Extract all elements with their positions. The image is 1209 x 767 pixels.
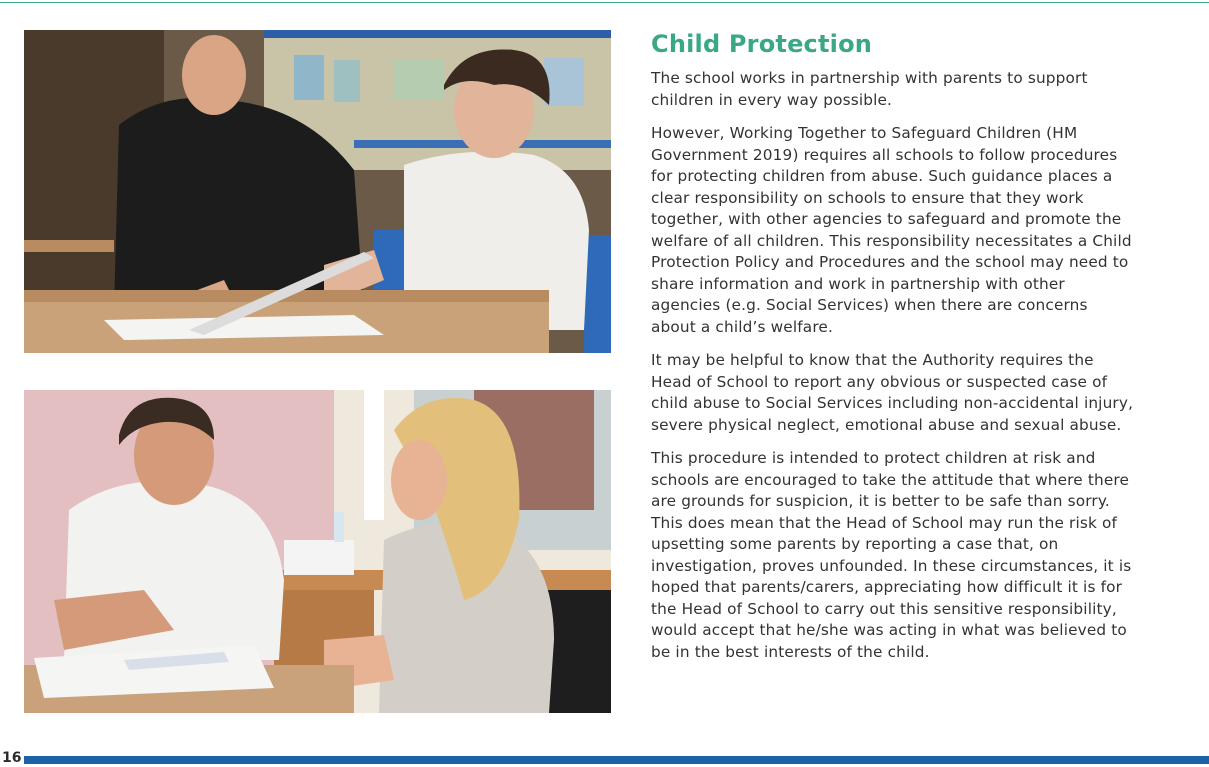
- paragraph-authority-requirement: It may be helpful to know that the Authority requires the Head of School to report any obvious or suspected case of child abuse to Social Services including non-accidental injury, severe physical neglect, emotional abuse and sexual abuse.: [651, 351, 1134, 434]
- top-divider: [0, 2, 1209, 3]
- footer-bar: [24, 756, 1209, 764]
- section-title: Child Protection: [651, 30, 873, 58]
- paragraph-intro: The school works in partnership with parents to support children in every way possible.: [651, 69, 1088, 109]
- photo-man-and-woman-reviewing-papers: [24, 390, 611, 713]
- paragraph-working-together: However, Working Together to Safeguard Children (HM Government 2019) requires all schools to follow procedures for protecting children from abuse. Such guidance places a clear responsibility on schools to ensure that they work together, with other agencies to safeguard and promote the welfare of all children. This responsibility necessitates a Child Protection Policy and Procedures and the school may need to share information and work in partnership with other agencies (e.g. Social Services) when there are concerns about a child’s welfare.: [651, 124, 1132, 336]
- text-column: [651, 28, 1136, 675]
- page-number: 16: [2, 750, 22, 766]
- paragraph-procedure-intent: This procedure is intended to protect children at risk and schools are encouraged to take the attitude that where there are grounds for suspicion, it is better to be safe than sorry. This does mean that the Head of School may run the risk of upsetting some parents by reporting a case that, on investigation, proves unfounded. In these circumstances, it is hoped that parents/carers, appreciating how difficult it is for the Head of School to carry out this sensitive responsibility, would accept that he/she was acting in what was believed to be in the best interests of the child.: [651, 449, 1132, 661]
- photo-adult-and-boy-at-desk: [24, 30, 611, 353]
